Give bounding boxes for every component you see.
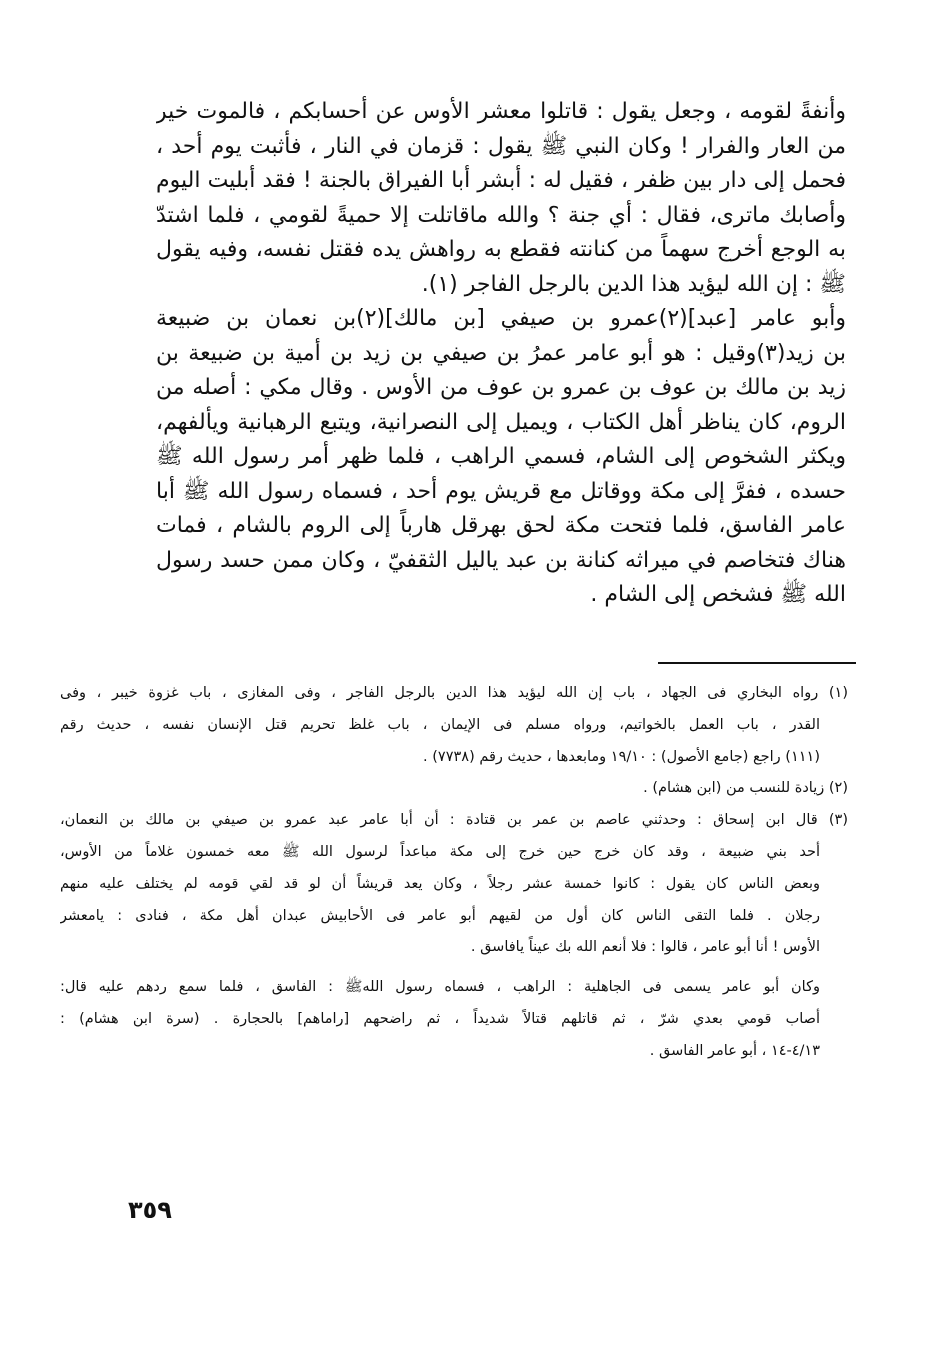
- main-text-line: الله ﷺ فشخص إلى الشام .: [590, 582, 846, 607]
- main-text-line: ﷺ : إن الله ليؤيد هذا الدين بالرجل الفاجر (١).: [421, 271, 846, 297]
- footnote-3-line: الأوس ! أنا أبو عامر ، قالوا : فلا أنعم الله بك عيناً يافاسق .: [470, 939, 820, 956]
- main-text-line: حسده ، ففرَّ إلى مكة ووقاتل مع قريش يوم أحد ، فسماه رسول الله ﷺ أبا: [156, 478, 846, 504]
- footnote-1-line: (١١١) راجع (جامع الأصول) : ١٩/١٠ ومابعدها ، حديث رقم (٧٧٣٨) .: [423, 748, 820, 765]
- footnote-3-line: رجلان . فلما التقى الناس كان أول من لقيهم أبو عامر فى الأحابيش عبدان أهل مكة ، فنادى : يامعشر: [60, 907, 820, 924]
- main-text-line: زيد بن مالك بن عوف بن عمرو بن عوف من الأوس . وقال مكي : أصله من: [156, 375, 846, 400]
- footnote-gap: [60, 964, 848, 972]
- footnote-1-line: (١) رواه البخاري فى الجهاد ، باب إن الله ليؤيد هذا الدين بالرجل الفاجر ، وفى المغازى ، باب غزوة خيبر ، وفى: [60, 685, 848, 701]
- main-text-line: الروم، كان يناظر أهل الكتاب ، ويميل إلى النصرانية، ويتبع الرهبانية ويألفهم،: [156, 409, 846, 435]
- footnote-3-continuation-line: أصاب قومي بعدي شرّ ، ثم قاتلهم قتالاً شديداً ، ثم راضحهم [راماهم] بالحجارة . (سرة ابن هشام) :: [60, 1010, 820, 1027]
- footnote-3-line: (٣) قال ابن إسحاق : وحدثني عاصم بن عمر بن قتادة : أن أبا عامر عبد عمرو بن صيفي بن مالك بن النعمان،: [60, 812, 848, 829]
- footnote-3-continuation-line: ٤/١٣-١٤ ، أبو عامر الفاسق .: [649, 1042, 820, 1059]
- main-text-line: وأبو عامر [عبد](٢)عمرو بن صيفي [بن مالك](٢)بن نعمان بن ضبيعة: [156, 306, 846, 331]
- footnote-2-line: (٢) زيادة للنسب من (ابن هشام) .: [643, 780, 848, 797]
- main-text-line: من العار والفرار ! وكان النبي ﷺ يقول : قزمان في النار ، فأثبت يوم أحد ،: [156, 133, 846, 159]
- footnote-3-line: وبعض الناس كان يقول : كانوا خمسة عشر رجلاً ، وكان يعد قريشاً أن لو قد لقي قومه لم يختلف عليه منهم: [60, 875, 820, 892]
- main-text-line: ويكثر الشخوص إلى الشام، فسمي الراهب ، فلما ظهر أمر رسول الله ﷺ: [156, 444, 846, 469]
- footnote-3-continuation-line: وكان أبو عامر يسمى فى الجاهلية : الراهب ، فسماه رسول اللهﷺ : الفاسق ، فلما سمع ردهم عليه قال:: [60, 979, 820, 996]
- main-text-line: هناك فتخاصم في ميراثه كنانة بن عبد ياليل الثقفيّ ، وكان ممن حسد رسول: [156, 547, 846, 573]
- main-text-line: وأنفةً لقومه ، وجعل يقول : قاتلوا معشر الأوس عن أحسابكم ، فالموت خير: [156, 99, 846, 124]
- footnote-1-line: القدر ، باب العمل بالخواتيم، ورواه مسلم فى الإيمان ، باب غلظ تحريم قتل الإنسان نفسه ، حديث رقم: [60, 716, 820, 733]
- main-text-line: به الوجع أخرج سهماً من كنانته فقطع به رواهش يده فقتل نفسه، وفيه يقول: [156, 237, 846, 262]
- page-number: ٣٥٩: [128, 1196, 172, 1224]
- main-text-block: [156, 95, 846, 613]
- main-text-line: بن زيد(٣)وقيل : هو أبو عامر عمرُ بن صيفي بن زيد بن أمية بن ضبيعة بن: [156, 340, 846, 366]
- footnote-separator: [658, 662, 856, 664]
- main-text-line: فحمل إلى دار بين ظفر ، فقيل له : أبشر أبا الفيراق بالجنة ! فقد أبليت اليوم: [156, 168, 846, 193]
- footnote-3-line: أحد بني ضبيعة ، وقد كان خرج حين خرج إلى مكة مباعداً لرسول الله ﷺ معه خمسون غلاماً من الأوس،: [60, 843, 820, 860]
- main-text-line: عامر الفاسق، فلما فتحت مكة لحق بهرقل هارباً إلى الروم بالشام ، فمات: [156, 513, 846, 538]
- main-text-line: وأصابك ماترى، فقال : أي جنة ؟ والله ماقاتلت إلا حميةً لقومي ، فلما اشتدّ: [156, 202, 846, 228]
- footnotes-block: [60, 678, 848, 1068]
